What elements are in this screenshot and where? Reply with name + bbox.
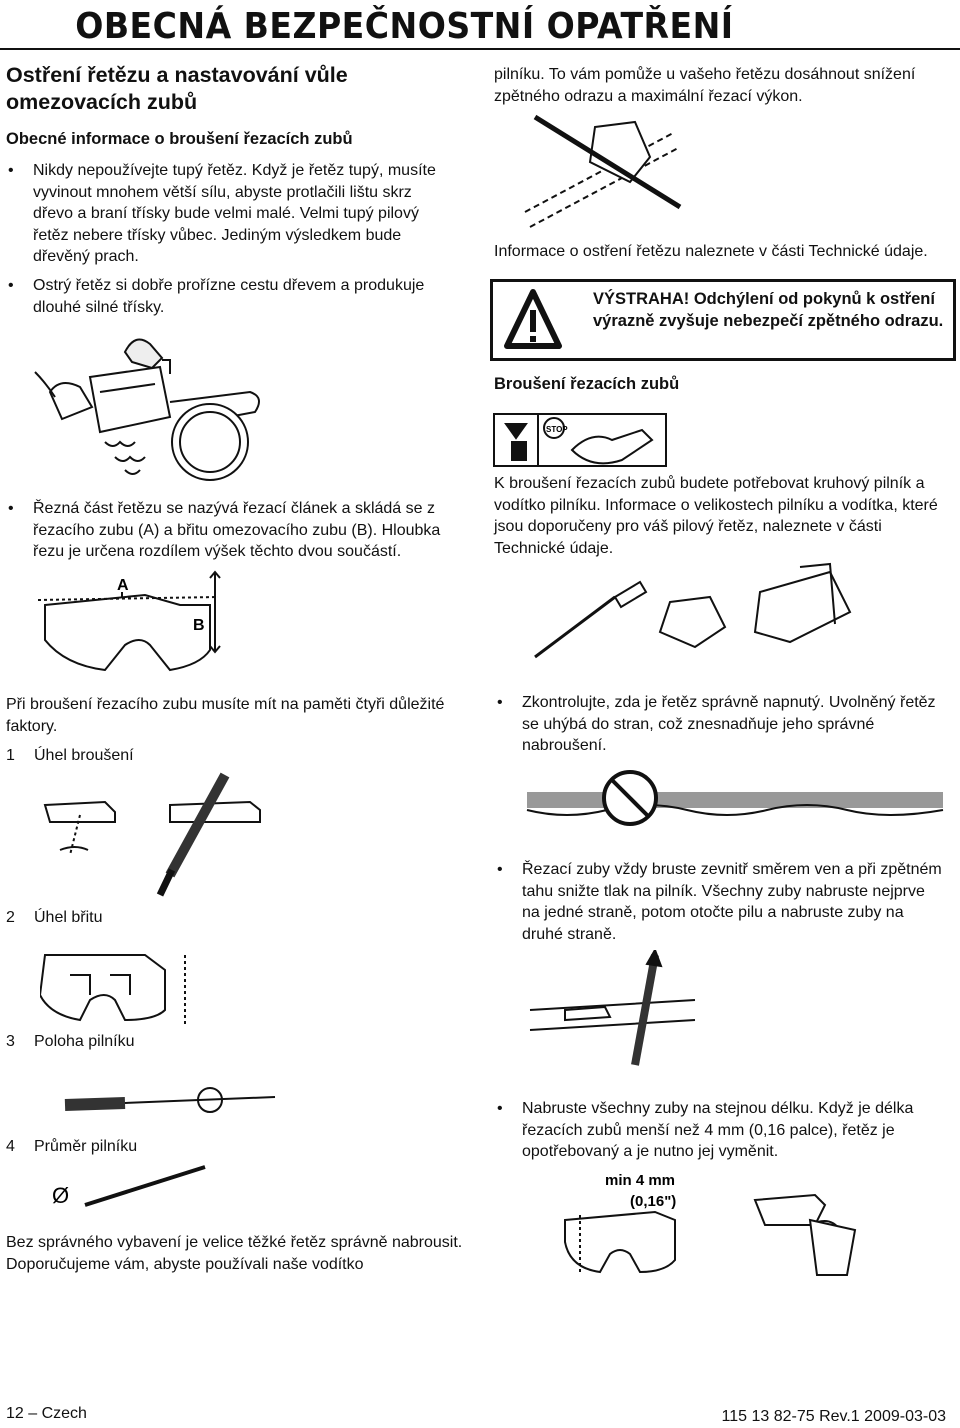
file-guide-on-chain-illustration — [520, 112, 690, 232]
factor-3-label: Poloha pilníku — [34, 1033, 135, 1050]
loose-chain-illustration — [525, 770, 945, 830]
file-and-guide-illustration — [530, 562, 860, 682]
bullet-text: Řezací zuby vždy bruste zevnitř směrem ven a při zpětném tahu snižte tlak na pilník. Všechny zuby nabruste nejprve na jedné straně, potom otočte pilu a nabruste zuby na druhé straně. — [522, 861, 942, 943]
bullet-text: Zkontrolujte, zda je řetěz správně napnutý. Uvolněný řetěz se uhýbá do stran, což znesnadňuje jeho správné nabroušení. — [522, 694, 936, 754]
factors-intro: Při broušení řezacího zubu musíte mít na paměti čtyři důležité faktory. — [6, 696, 445, 735]
filing-direction-illustration — [525, 950, 705, 1075]
stop-label: STOP — [546, 425, 568, 434]
factor-2-number: 2 — [6, 909, 15, 926]
bullet-text: Nabruste všechny zuby na stejnou délku. Když je délka řezacích zubů menší než 4 mm (0,16 palce), řetěz je opotřebovaný a je nutno jej vyměnit. — [522, 1100, 914, 1160]
document-number: 115 13 82-75 Rev.1 2009-03-03 — [721, 1408, 946, 1425]
label-a: A — [117, 577, 129, 594]
factor-2-label: Úhel břitu — [34, 909, 103, 926]
continuation-text: pilníku. To vám pomůže u vašeho řetězu dosáhnout snížení zpětného odrazu a maximální řezací výkon. — [494, 66, 916, 105]
factor-4-number: 4 — [6, 1138, 15, 1155]
bullet-tension — [497, 692, 942, 757]
warning-box — [490, 279, 956, 361]
minimum-length-illustration — [560, 1170, 880, 1290]
bullet-dot: • — [8, 500, 14, 517]
bullet-length — [497, 1098, 942, 1163]
bullet-dot: • — [497, 1100, 503, 1117]
bullet-dot: • — [497, 694, 503, 711]
min-label-inch: (0,16") — [630, 1193, 677, 1210]
tools-text: K broušení řezacích zubů budete potřebovat kruhový pilník a vodítko pilníku. Informace o velikostech pilníku a vodítka, které jsou doporučeny pro váš pilový řetěz, naleznete v části Technické údaje. — [494, 475, 938, 557]
factor-1-number: 1 — [6, 747, 15, 764]
section-title: Ostření řetězu a nastavování vůle omezovacích zubů — [6, 63, 348, 114]
glove-icon — [572, 430, 652, 463]
arrow-up-icon — [647, 950, 661, 966]
file-position-diagram — [60, 1085, 280, 1120]
factor-3-number: 3 — [6, 1033, 15, 1050]
info-text: Informace o ostření řetězu naleznete v části Technické údaje. — [494, 243, 928, 260]
page-header-title: OBECNÁ BEZPEČNOSTNÍ OPATŘENÍ — [75, 6, 734, 47]
bullet-text: Nikdy nepoužívejte tupý řetěz. Když je řetěz tupý, musíte vyvinout mnohem větší sílu, abyste protlačili lištu skrz dřevo a braní třísky bude velmi malé. Velmi tupý pilový řetěz nebere třísky vůbec. Jediným výsledkem bude dřevěný prach. — [33, 162, 436, 265]
bullet-sharp-chain — [8, 275, 453, 318]
bullet-text: Ostrý řetěz si dobře prořízne cestu dřevem a produkuje dlouhé silné třísky. — [33, 277, 425, 316]
bin-icon — [810, 1220, 855, 1275]
page-number: 12 – Czech — [6, 1405, 87, 1422]
bullet-dot: • — [8, 162, 14, 179]
bullet-dot: • — [497, 861, 503, 878]
factor-4-label: Průměr pilníku — [34, 1138, 138, 1155]
warning-text: VÝSTRAHA! Odchýlení od pokynů k ostření výrazně zvyšuje nebezpečí zpětného odrazu. — [593, 290, 944, 330]
header-rule — [0, 48, 960, 50]
filing-angle-diagram — [40, 770, 280, 900]
min-label-mm: min 4 mm — [605, 1172, 676, 1189]
arrow-down-icon — [506, 424, 526, 438]
cutter-depth-diagram — [30, 570, 250, 680]
safety-icons — [492, 410, 672, 470]
chainsaw-cutting-illustration — [30, 322, 270, 482]
bullet-cutting-link — [8, 498, 453, 563]
cutting-angle-diagram — [40, 945, 280, 1030]
factor-1-label: Úhel broušení — [34, 747, 134, 764]
warning-triangle-icon — [503, 286, 563, 354]
bullet-direction — [497, 859, 942, 945]
file-diameter-diagram — [50, 1165, 220, 1215]
label-b: B — [193, 617, 205, 634]
subheading-general: Obecné informace o broušení řezacích zubů — [6, 130, 353, 148]
bullet-dull-chain — [8, 160, 453, 268]
closing-text: Bez správného vybavení je velice těžké řetěz správně nabrousit. Doporučujeme vám, abyste používali naše vodítko — [6, 1234, 463, 1273]
bullet-text: Řezná část řetězu se nazývá řezací článek a skládá se z řezacího zubu (A) a břitu omezovacího zubu (B). Hloubka řezu je určena rozdílem výšek těchto dvou součástí. — [33, 500, 441, 560]
subheading-sharpening: Broušení řezacích zubů — [494, 375, 680, 393]
diameter-symbol: Ø — [52, 1183, 70, 1208]
bullet-dot: • — [8, 277, 14, 294]
